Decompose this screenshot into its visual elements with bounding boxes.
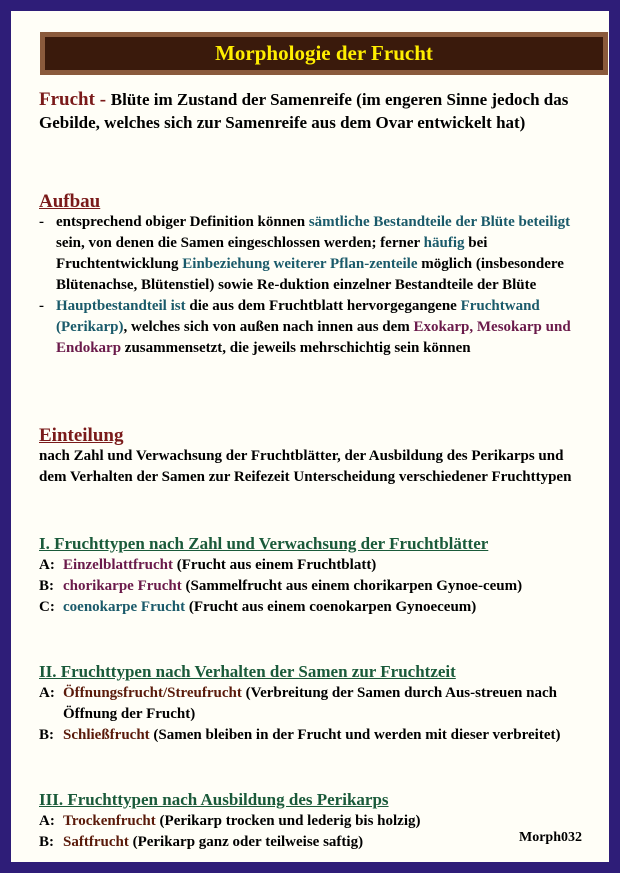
item-term: chorikarpe Frucht <box>63 578 182 594</box>
aufbau-item-2-highlight: Hauptbestandteil ist <box>56 298 186 314</box>
item-desc: (Perikarp trocken und lederig bis holzig) <box>155 813 421 829</box>
item-term: Einzelblattfrucht <box>63 557 173 573</box>
section-1-heading: I. Fruchttypen nach Zahl und Verwachsung der Fruchtblätter <box>39 534 489 553</box>
list-item <box>39 832 584 853</box>
section-1 <box>39 533 584 618</box>
frucht-definition <box>39 89 584 135</box>
section-2-heading: II. Fruchttypen nach Verhalten der Samen zur Fruchtzeit <box>39 662 456 681</box>
section-3 <box>39 789 584 853</box>
item-desc: (Frucht aus einem coenokarpen Gynoeceum) <box>185 599 477 615</box>
item-desc: (Perikarp ganz oder teilweise saftig) <box>128 834 364 850</box>
frucht-term: Frucht <box>39 89 95 110</box>
aufbau-item-2-highlight: Fruchtwand (Perikarp) <box>56 298 540 335</box>
aufbau-item-2-text: die aus dem Fruchtblatt hervorgegangene <box>185 298 461 314</box>
aufbau-item-2-highlight: Exokarp, Mesokarp und Endokarp <box>56 319 571 356</box>
aufbau-item-1-text: entsprechend obiger Definition können <box>56 214 309 230</box>
item-marker: B: <box>39 834 54 850</box>
item-desc: (Frucht aus einem Fruchtblatt) <box>173 557 377 573</box>
item-marker: B: <box>39 578 54 594</box>
item-marker: C: <box>39 599 55 615</box>
aufbau-item-1-text: möglich (insbesondere Blütenachse, Blütenstiel) sowie Re-duktion einzelner Bestandteile der Blüte <box>56 256 564 293</box>
item-term: Schließfrucht <box>63 727 150 743</box>
list-item <box>39 725 584 746</box>
item-marker: A: <box>39 557 55 573</box>
aufbau-item-1-highlight: Einbeziehung weiterer Pflan-zenteile <box>182 256 418 272</box>
item-desc: (Verbreitung der Samen durch Aus-streuen nach Öffnung der Frucht) <box>63 685 557 722</box>
aufbau-item-2 <box>39 296 584 359</box>
aufbau-section <box>39 191 584 359</box>
list-item <box>39 555 584 576</box>
aufbau-item-2-text: zusammensetzt, die jeweils mehrschichtig sein können <box>121 340 471 356</box>
einteilung-text: nach Zahl und Verwachsung der Fruchtblätter, der Ausbildung des Perikarps und dem Verhalten der Samen zur Reifezeit Unterscheidung verschiedener Fruchttypen <box>39 448 572 485</box>
aufbau-item-1 <box>39 212 584 296</box>
aufbau-item-1-text: bei Fruchtentwicklung <box>56 235 488 272</box>
frucht-text: Blüte im Zustand der Samenreife (im engeren Sinne jedoch das Gebilde, welches sich zur Samenreife aus dem Ovar entwickelt hat) <box>39 90 569 132</box>
aufbau-item-1-highlight: sämtliche Bestandteile der Blüte beteiligt <box>308 214 571 230</box>
list-item <box>39 811 584 832</box>
item-term: Öffnungsfrucht/Streufrucht <box>63 685 242 701</box>
page-title: Morphologie der Frucht <box>215 41 433 65</box>
item-term: coenokarpe Frucht <box>63 599 186 615</box>
item-desc: (Sammelfrucht aus einem chorikarpen Gynoe-ceum) <box>181 578 523 594</box>
item-term: Saftfrucht <box>63 834 129 850</box>
aufbau-heading: Aufbau <box>39 191 101 212</box>
item-marker: B: <box>39 727 54 743</box>
bullet-marker: - <box>39 298 44 314</box>
section-3-heading: III. Fruchttypen nach Ausbildung des Perikarps <box>39 790 389 809</box>
aufbau-item-2-text: , welches sich von außen nach innen aus dem <box>123 319 414 335</box>
title-bar <box>40 32 608 75</box>
list-item <box>39 683 584 725</box>
list-item <box>39 576 584 597</box>
item-marker: A: <box>39 813 55 829</box>
item-term: Trockenfrucht <box>63 813 156 829</box>
section-2 <box>39 661 584 746</box>
list-item <box>39 597 584 618</box>
aufbau-item-1-text: sein, von denen die Samen eingeschlossen werden; ferner <box>56 235 424 251</box>
einteilung-heading: Einteilung <box>39 425 124 446</box>
item-marker: A: <box>39 685 55 701</box>
frucht-dash: - <box>94 89 111 110</box>
aufbau-item-1-highlight: häufig <box>423 235 465 251</box>
bullet-marker: - <box>39 214 44 230</box>
page-id-label: Morph032 <box>519 830 582 845</box>
einteilung-section <box>39 425 584 488</box>
item-desc: (Samen bleiben in der Frucht und werden mit dieser verbreitet) <box>149 727 561 743</box>
